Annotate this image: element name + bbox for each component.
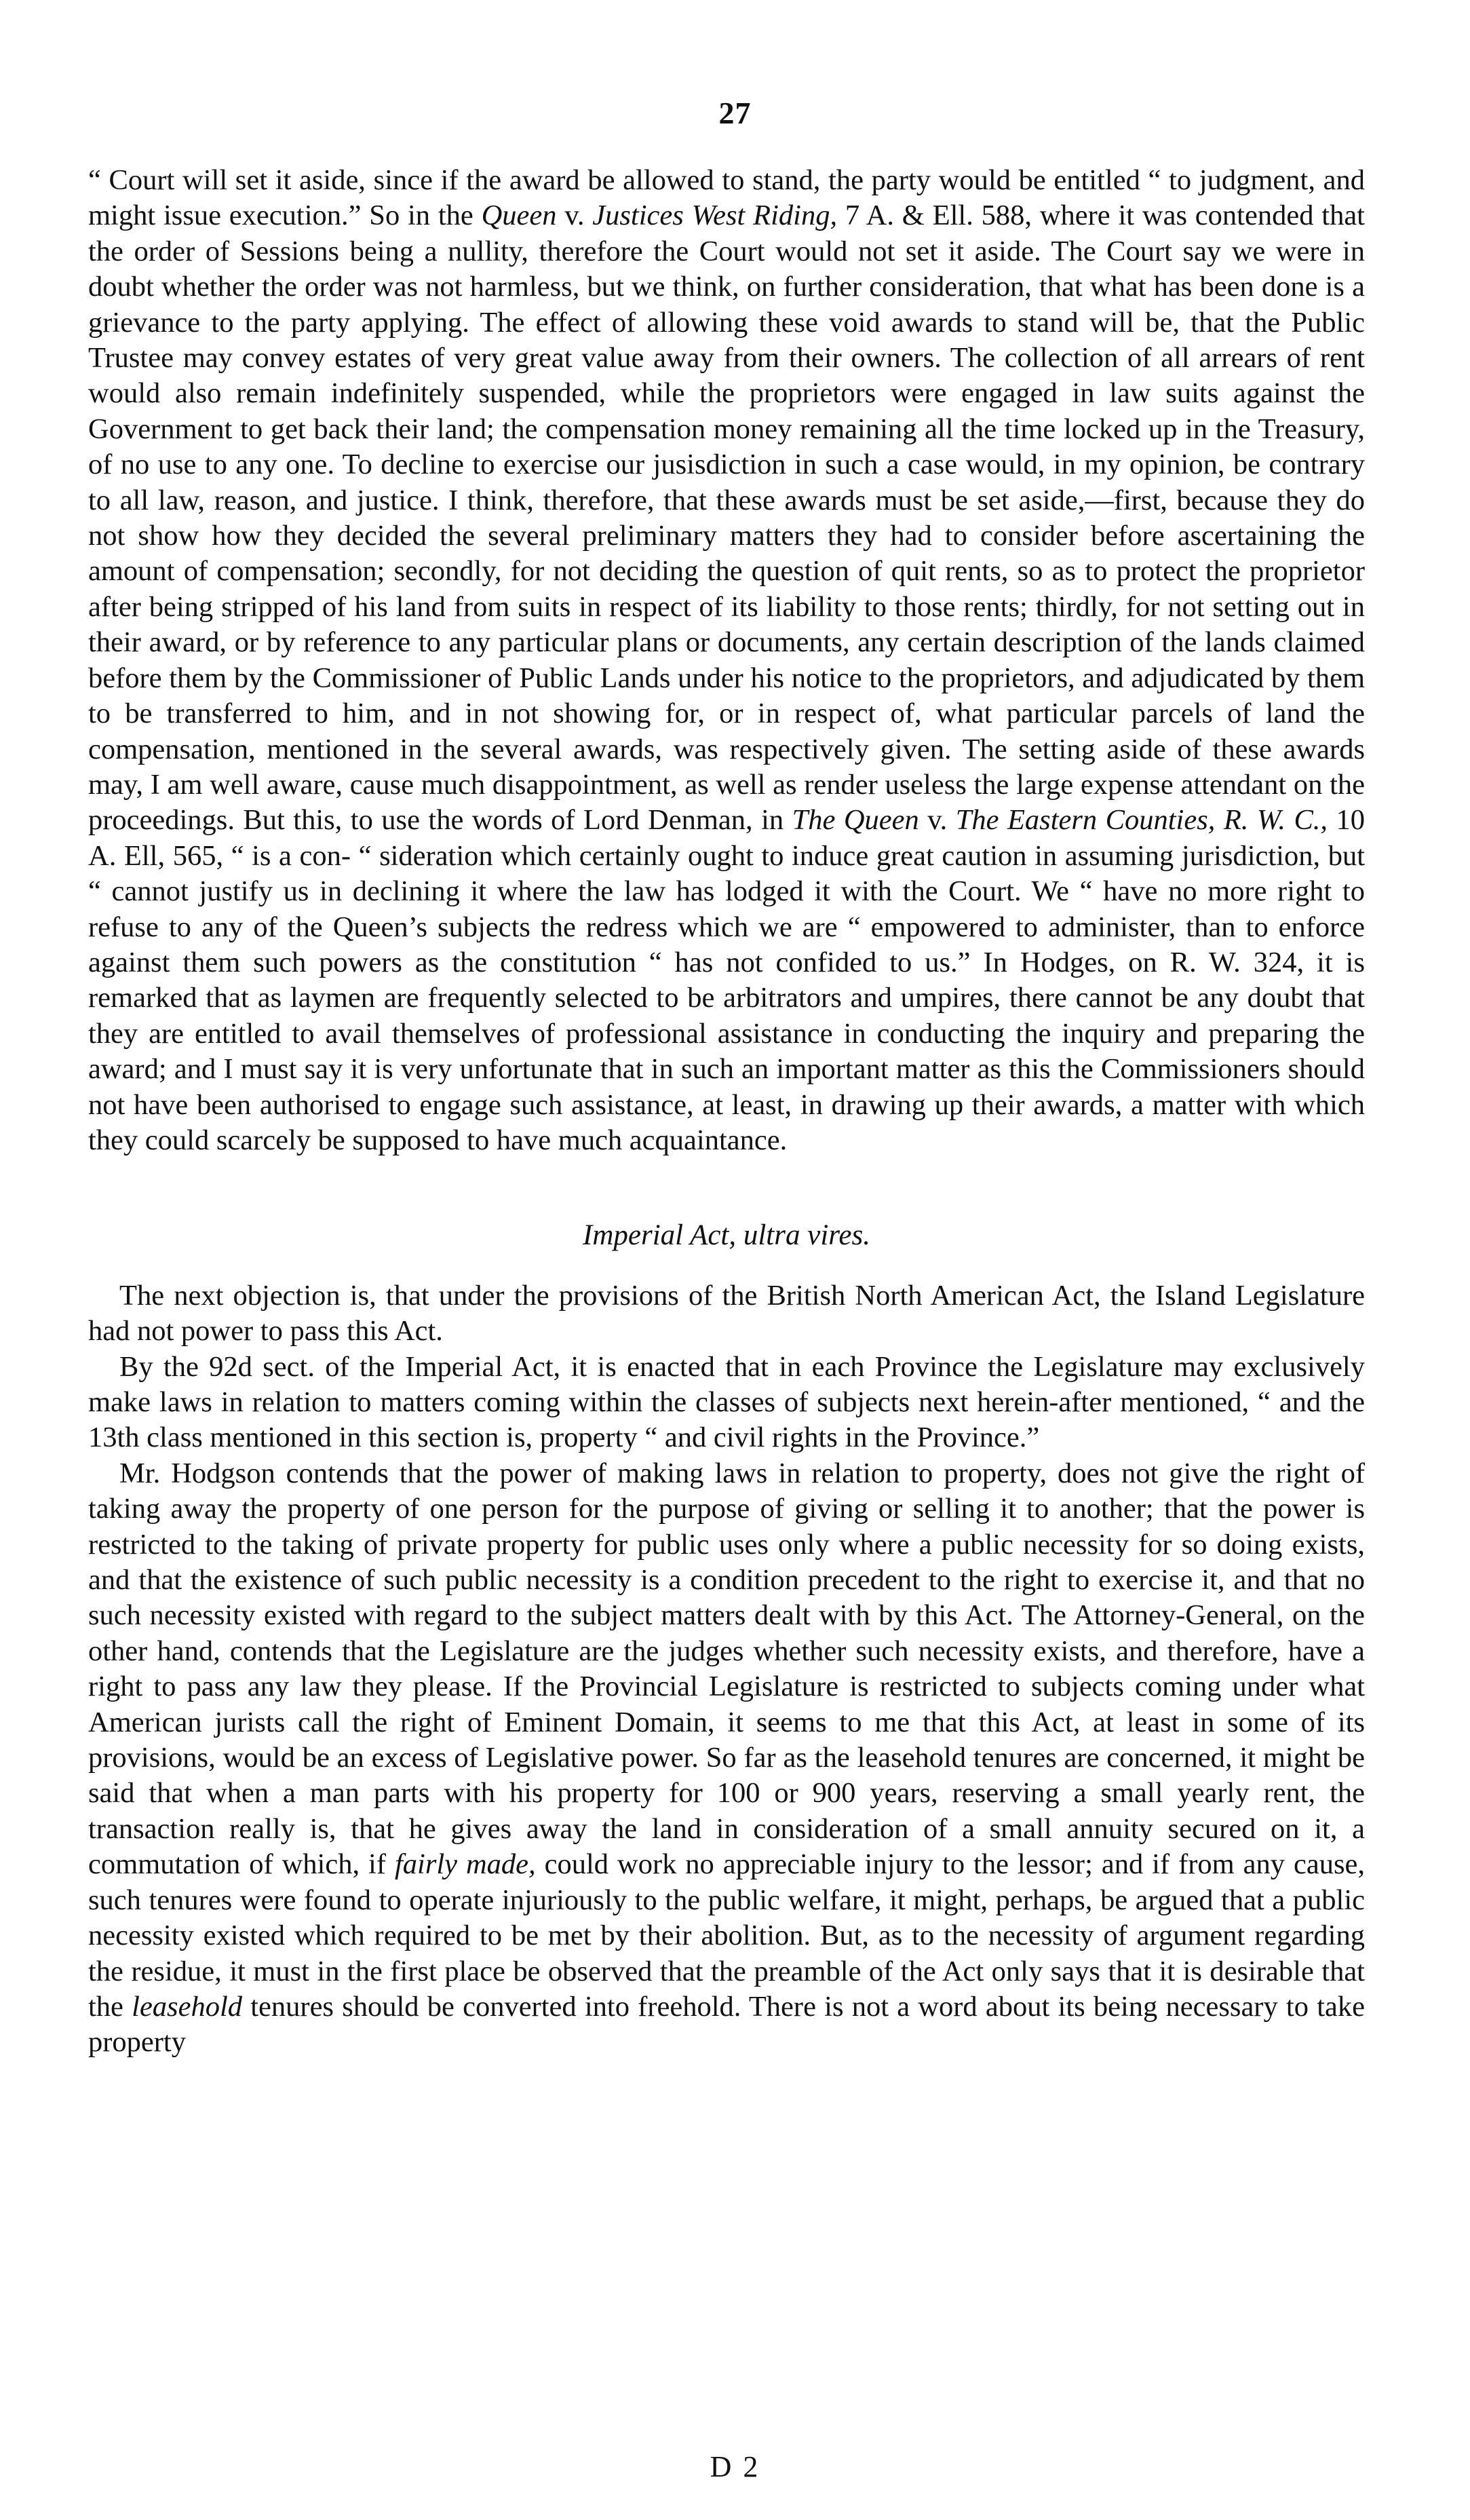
paragraph-court-award [88, 163, 1365, 1158]
hodgson-text-b: could work no appreciable injury to the lessor; and if from any cause, such tenures were found to operate injuriously to the public welfare, it might, perhaps, be argued that a public necessity existed which required to be met by their abolition. But, as to the necessity of argument regarding the residue, it must in the first place be observed that the preamble of the Act only says that it is desirable that the [88, 1848, 1365, 2023]
paragraph-text-run: “ Court will set it aside, since if the award be allowed to stand, the party would be entitled “ to judgment, and might issue execution.” So in the [88, 164, 1365, 232]
page-number: 27 [718, 96, 752, 130]
paragraph-text-run: 10 A. Ell, 565, “ is a con- “ sideration which certainly ought to induce great caution in assuming jurisdiction, but “ cannot justify us in declining it where the law has lodged it with the Court. We “ have no more right to refuse to any of the Queen’s subjects the redress which we are “ empowered to administer, than to enforce against them such powers as the constitution “ has not confided to us.” In Hodges, on R. W. 324, it is remarked that as laymen are frequently selected to be arbitrators and umpires, there cannot be any doubt that they are entitled to avail themselves of professional assistance in conducting the inquiry and preparing the award; and I must say it is very unfortunate that in such an important matter as this the Commissioners should not have been authorised to engage such assistance, at least, in drawing up their awards, a matter with which they could scarcely be supposed to have much acquaintance. [88, 804, 1366, 1156]
paragraph-text-run: v. [918, 804, 956, 837]
printer-signature-mark: D 2 [710, 2450, 760, 2483]
italic-case-citation: The Queen [792, 804, 919, 837]
body-text [88, 163, 1365, 2061]
section-heading: Imperial Act, ultra vires. [583, 1219, 870, 1252]
paragraph-text-run: 7 A. & Ell. 588, where it was contended that the order of Sessions being a nullity, therefore the Court would not set it aside. The Court say we were in doubt whether the order was not harmless, but we think, on further consideration, that what has been done is a grievance to the party applying. The effect of allowing these void awards to stand will be, that the Public Trustee may convey estates of very great value away from their owners. The collection of all arrears of rent would also remain indefinitely suspended, while the proprietors were engaged in law suits against the Government to get back their land; the compensation money remaining all the time locked up in the Treasury, of no use to any one. To decline to exercise our jusisdiction in such a case would, in my opinion, be contrary to all law, reason, and justice. I think, therefore, that these awards must be set aside,—first, because they do not show how they decided the several preliminary matters they had to consider before ascertaining the amount of compensation; secondly, for not deciding the question of quit rents, so as to protect the proprietor after being stripped of his land from suits in respect of its liability to those rents; thirdly, for not setting out in their award, or by reference to any particular plans or documents, any certain description of the lands claimed before them by the Commissioner of Public Lands under his notice to the proprietors, and adjudicated by them to be transferred to him, and in not showing for, or in respect of, what particular parcels of land the compensation, mentioned in the several awards, was respectively given. The setting aside of these awards may, I am well aware, cause much disappointment, as well as render useless the large expense attendant on the proceedings. But this, to use the words of Lord Denman, in [88, 199, 1365, 837]
hodgson-text-a: Mr. Hodgson contends that the power of making laws in relation to property, does not give the right of taking away the property of one person for the purpose of giving or selling it to another; that the power is restricted to the taking of private property for public uses only where a public necessity for so doing exists, and that the existence of such public necessity is a condition precedent to the right to exercise it, and that no such necessity existed with regard to the subject matters dealt with by this Act. The Attorney-General, on the other hand, contends that the Legislature are the judges whether such necessity exists, and therefore, have a right to pass any law they please. If the Provincial Legislature is restricted to subjects coming under what American jurists call the right of Eminent Domain, it seems to me that this Act, at least in some of its provisions, would be an excess of Legislative power. So far as the leasehold tenures are concerned, it might be said that when a man parts with his property for 100 or 900 years, reserving a small yearly rent, the transaction really is, that he gives away the land in consideration of a small annuity secured on it, a commutation of which, if [88, 1457, 1365, 1881]
hodgson-italic-fairly-made: fairly made, [394, 1848, 536, 1881]
hodgson-italic-leasehold: leasehold [132, 1990, 243, 2023]
italic-case-citation: Justices West Riding, [592, 199, 838, 232]
paragraph-92d-section: By the 92d sect. of the Imperial Act, it is enacted that in each Province the Legislature may exclusively make laws in relation to matters coming within the classes of subjects next herein-after mentioned, “ and the 13th class mentioned in this section is, property “ and civil rights in the Province.” [88, 1350, 1365, 1454]
hodgson-text-c: tenures should be converted into freehold. There is not a word about its being necessary to take property [88, 1990, 1365, 2059]
paragraph-text-run: v. [556, 199, 593, 232]
italic-case-citation: The Eastern Counties, R. W. C., [955, 804, 1328, 837]
italic-case-citation: Queen [481, 199, 557, 232]
paragraph-hodgson-contends [88, 1456, 1365, 2061]
paragraph-next-objection: The next objection is, that under the provisions of the British North American Act, the Island Legislature had not power to pass this Act. [88, 1279, 1365, 1348]
